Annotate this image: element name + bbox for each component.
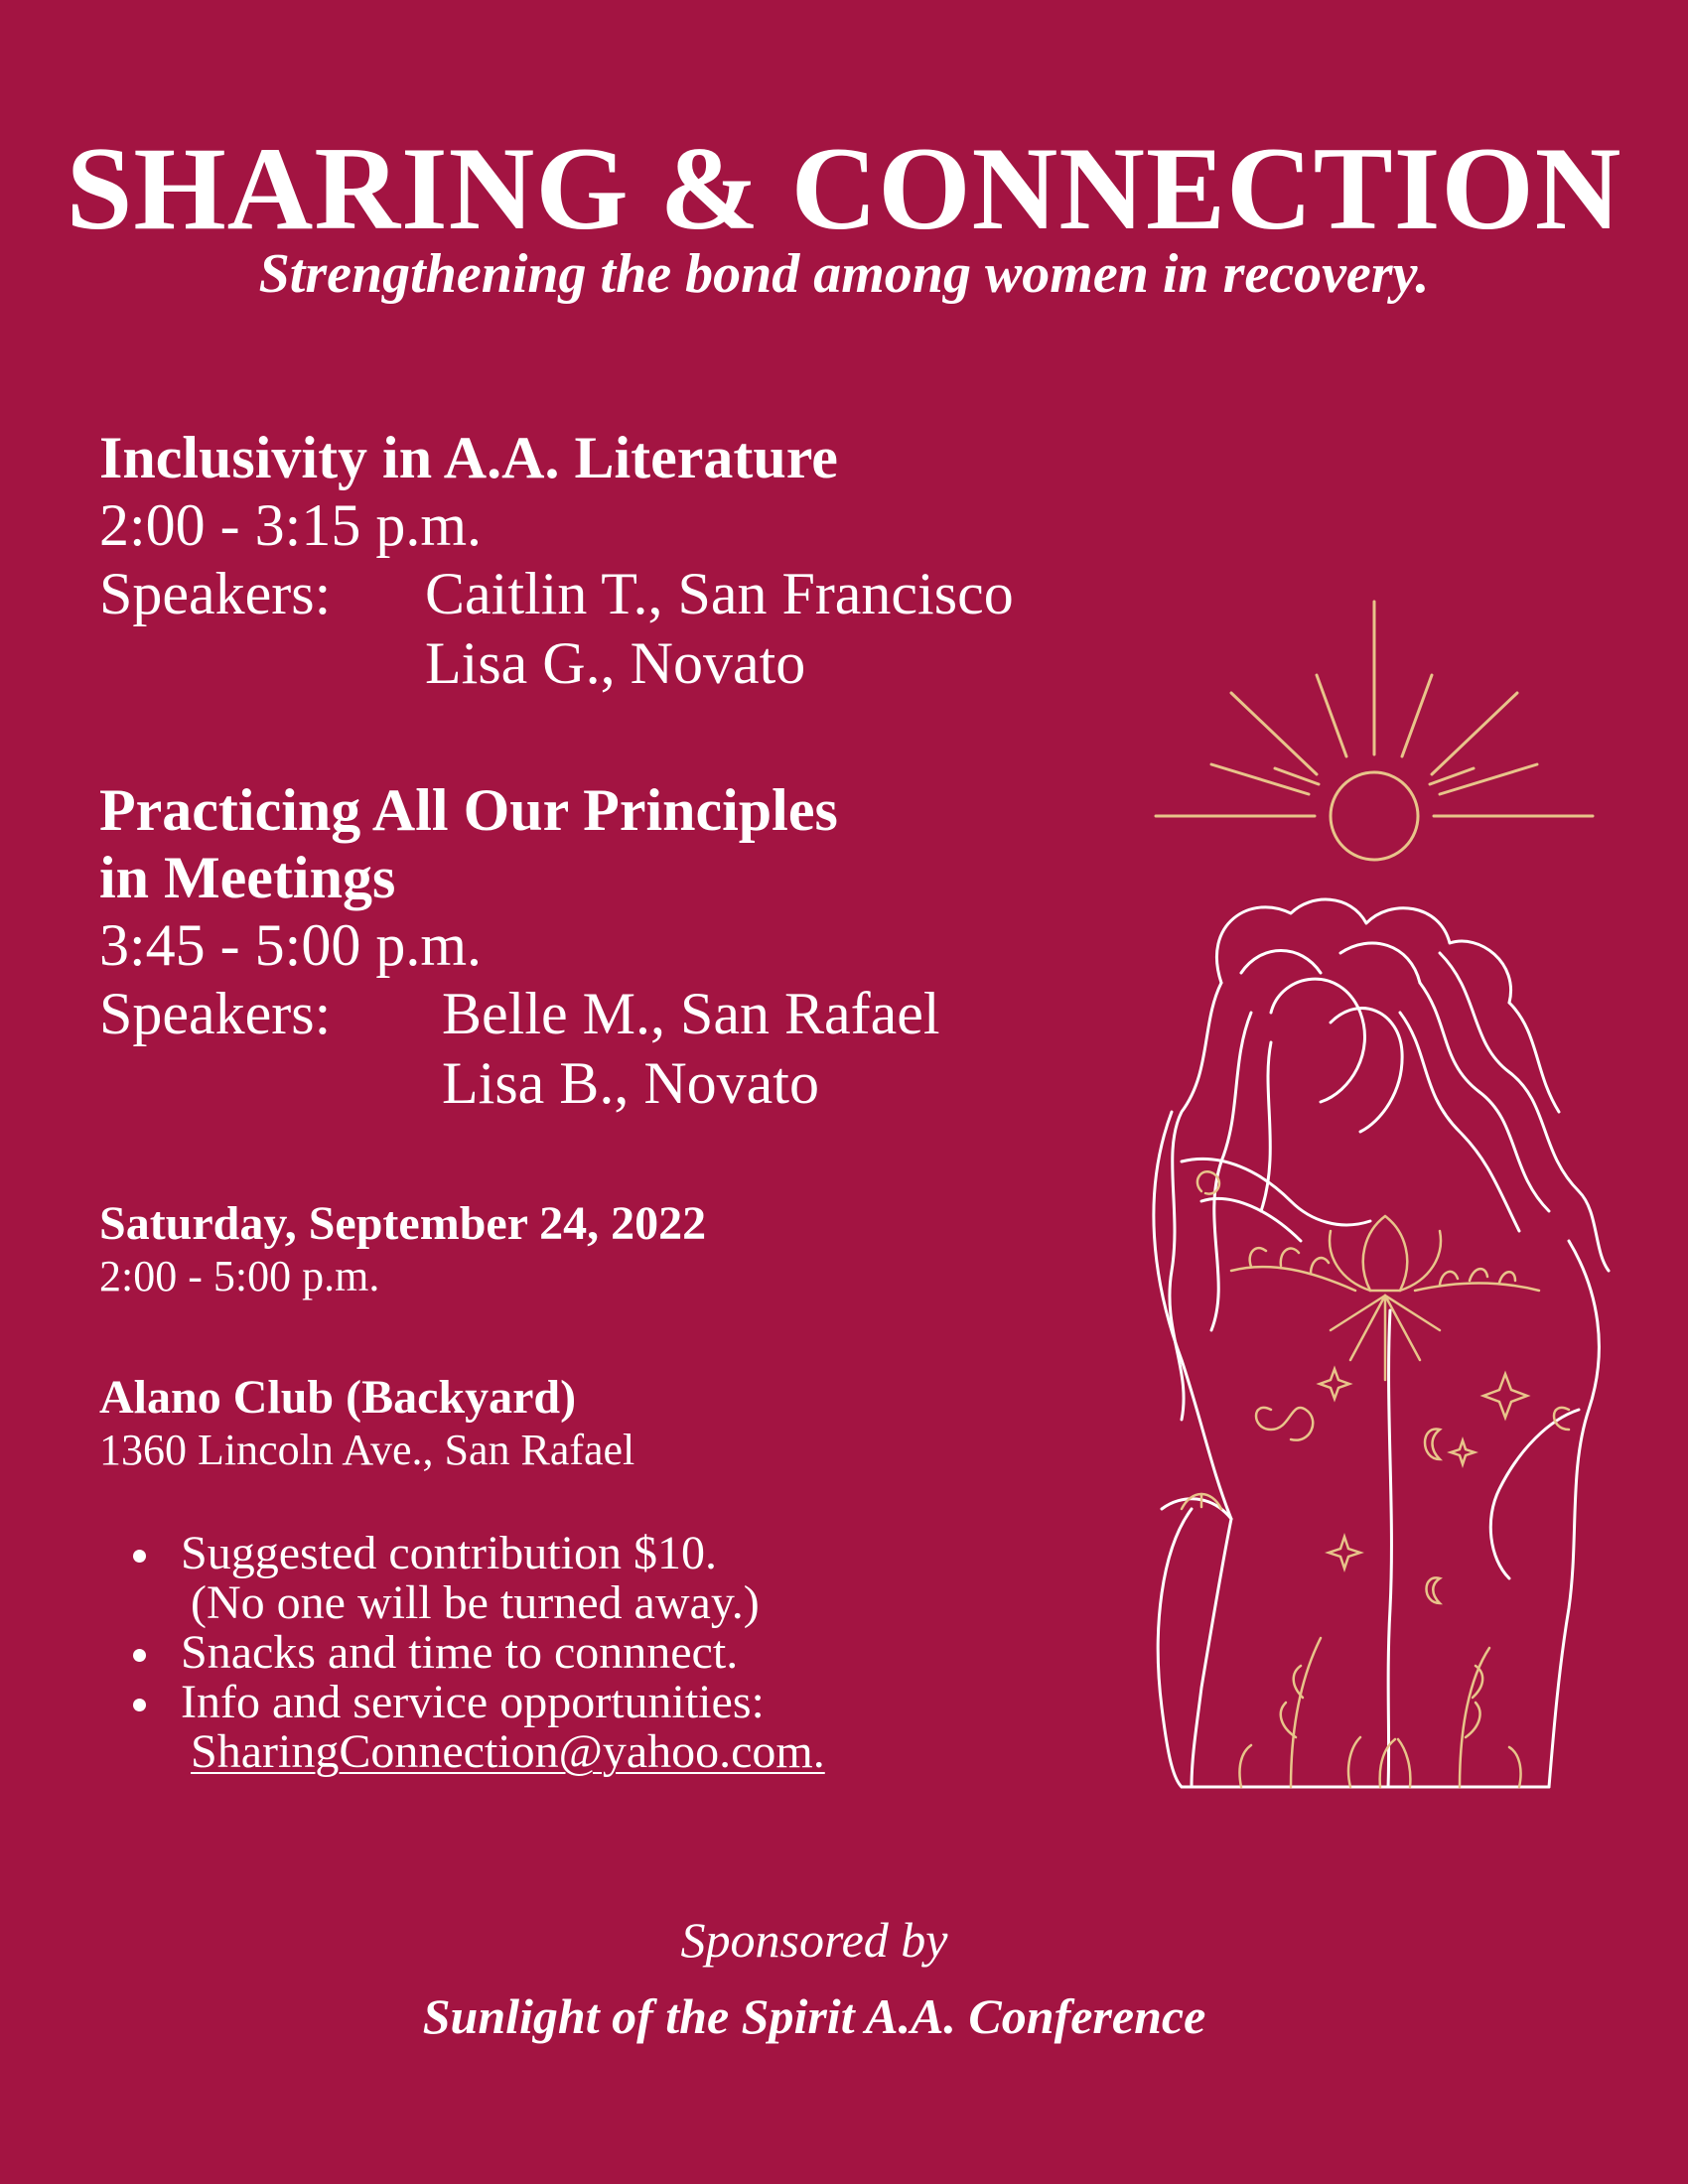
details-list: [129, 1529, 1122, 1777]
venue-address: 1360 Lincoln Ave., San Rafael: [99, 1426, 635, 1474]
event-date: Saturday, September 24, 2022: [99, 1197, 707, 1250]
contribution-note: (No one will be turned away.): [191, 1576, 760, 1629]
sun-rays-icon: [1156, 602, 1593, 860]
venue-name: Alano Club (Backyard): [99, 1371, 577, 1424]
sponsored-by: Sponsored by: [680, 1912, 948, 1968]
embracing-couple-line-art: [1154, 899, 1609, 1787]
speaker-name: Lisa B., Novato: [442, 1050, 819, 1116]
gold-ornament-details: [1182, 1171, 1569, 1787]
list-item: [129, 1529, 1122, 1628]
session-1: [99, 424, 1152, 698]
illustration: [1142, 596, 1618, 1797]
contribution-text: Suggested contribution $10.: [181, 1527, 717, 1579]
session-1-speakers: [99, 559, 1152, 698]
info-text: Info and service opportunities:: [181, 1676, 765, 1728]
email-link[interactable]: SharingConnection@yahoo.com.: [191, 1725, 825, 1778]
speaker-name: Lisa G., Novato: [425, 630, 806, 696]
session-2: [99, 776, 1152, 1118]
speaker-name: Caitlin T., San Francisco: [425, 561, 1014, 626]
poster-title: SHARING & CONNECTION: [66, 122, 1622, 254]
session-1-time: 2:00 - 3:15 p.m.: [99, 492, 482, 558]
session-2-speakers: [99, 979, 1152, 1118]
event-date-block: [99, 1196, 1092, 1301]
snacks-text: Snacks and time to connnect.: [181, 1626, 739, 1679]
poster-subtitle: Strengthening the bond among women in recovery.: [258, 243, 1430, 305]
session-2-title-line-1: Practicing All Our Principles: [99, 777, 838, 843]
event-time: 2:00 - 5:00 p.m.: [99, 1252, 380, 1300]
speakers-label: Speakers:: [99, 561, 332, 626]
speakers-label: Speakers:: [99, 981, 332, 1046]
session-2-time: 3:45 - 5:00 p.m.: [99, 912, 482, 978]
venue-block: [99, 1370, 1092, 1475]
sponsor-name: Sunlight of the Spirit A.A. Conference: [422, 1988, 1206, 2044]
speaker-name: Belle M., San Rafael: [442, 981, 940, 1046]
session-2-title-line-2: in Meetings: [99, 845, 396, 910]
list-item: [129, 1678, 1122, 1777]
session-1-title: Inclusivity in A.A. Literature: [99, 425, 838, 490]
list-item: [129, 1628, 1122, 1678]
